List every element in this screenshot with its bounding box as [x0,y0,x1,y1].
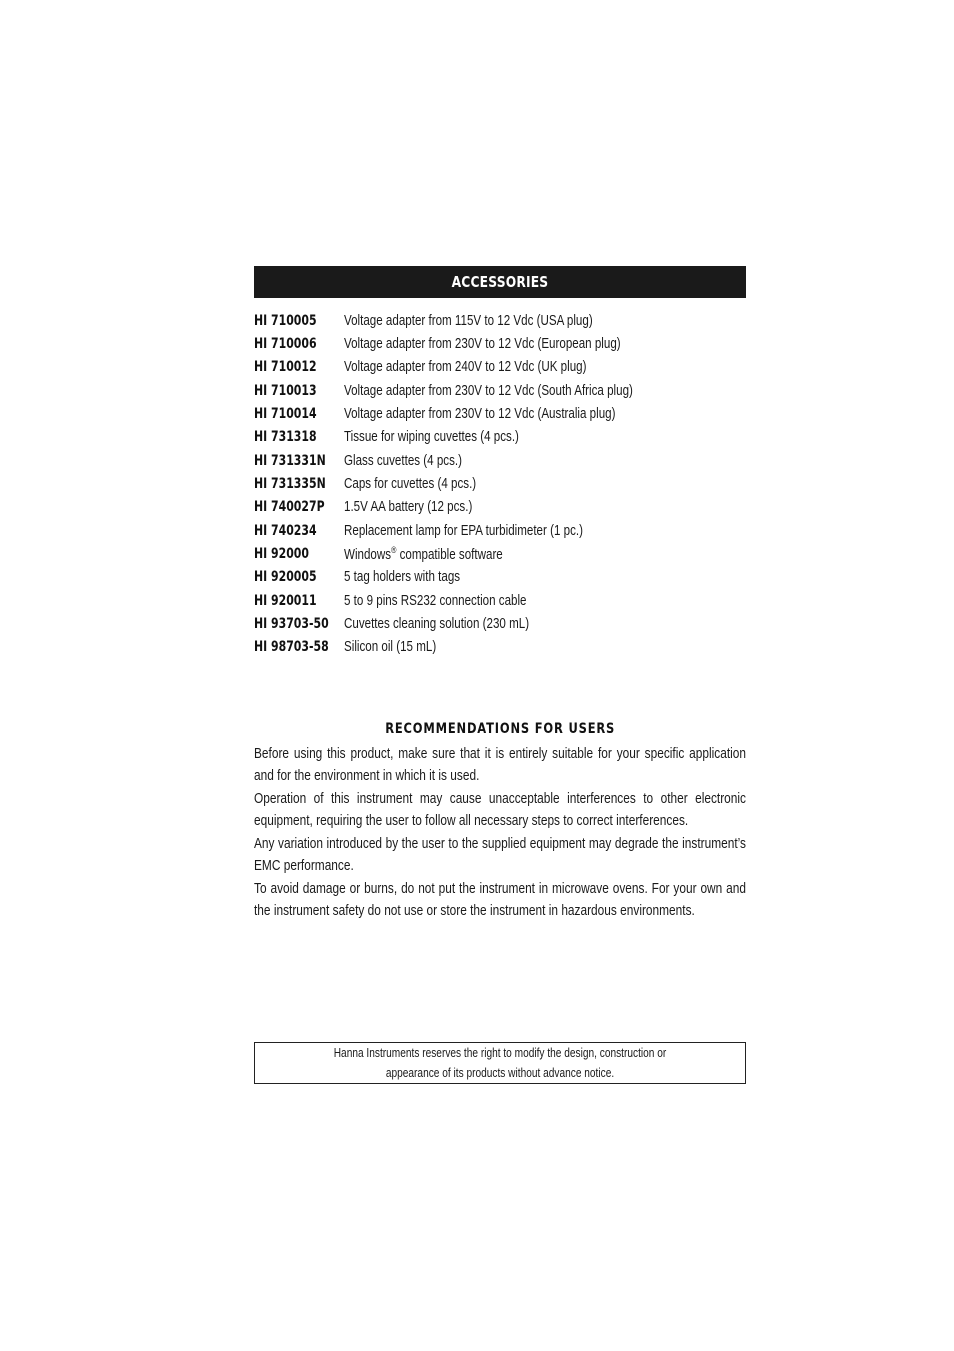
registered-mark: ® [391,545,397,556]
item-code: HI 710006 [254,336,317,353]
list-item [254,449,754,472]
item-description: Glass cuvettes (4 pcs.) [344,452,462,469]
item-code: HI 98703-58 [254,639,329,656]
item-description: Silicon oil (15 mL) [344,639,437,656]
accessories-header [254,266,746,298]
list-item [254,612,754,635]
list-item [254,309,754,332]
list-item [254,356,754,379]
item-code: HI 731335N [254,476,326,493]
item-description: Tissue for wiping cuvettes (4 pcs.) [344,429,519,446]
recommendations-body [254,743,746,923]
item-description: Cuvettes cleaning solution (230 mL) [344,616,530,633]
list-item [254,542,754,565]
item-code: HI 93703-50 [254,616,329,633]
item-description: Voltage adapter from 230V to 12 Vdc (South Africa plug) [344,382,633,399]
list-item [254,566,754,589]
recommendation-paragraph: Operation of this instrument may cause unacceptable interferences to other electronic equipment, requiring the user to follow all necessary steps to correct interferences. [254,791,746,829]
list-item [254,426,754,449]
recommendation-paragraph: Any variation introduced by the user to the supplied equipment may degrade the instrument’s EMC performance. [254,836,746,874]
item-code: HI 731331N [254,452,326,469]
list-item [254,496,754,519]
item-code: HI 92000 [254,546,310,563]
item-code: HI 710012 [254,359,317,376]
item-description-rest: compatible software [396,547,503,564]
item-description: Voltage adapter from 230V to 12 Vdc (European plug) [344,336,621,353]
list-item [254,332,754,355]
notice-text: Hanna Instruments reserves the right to modify the design, construction or appearance of its products without advance notice. [333,1045,667,1080]
item-description: 5 tag holders with tags [344,569,461,586]
item-description: Replacement lamp for EPA turbidimeter (1 pc.) [344,522,583,539]
notice-box [254,1042,746,1084]
recommendations-heading [254,721,746,737]
item-code: HI 920005 [254,569,317,586]
recommendations-title: RECOMMENDATIONS FOR USERS [385,721,615,737]
list-item [254,402,754,425]
item-description: Caps for cuvettes (4 pcs.) [344,476,477,493]
item-code: HI 740027P [254,499,325,516]
item-description: Voltage adapter from 115V to 12 Vdc (USA plug) [344,312,593,329]
list-item [254,636,754,659]
item-description: Voltage adapter from 230V to 12 Vdc (Australia plug) [344,406,616,423]
item-description-main: Windows [344,547,392,564]
recommendation-paragraph: To avoid damage or burns, do not put the instrument in microwave ovens. For your own and the instrument safety do not use or store the instrument in hazardous environments. [254,881,746,919]
item-code: HI 710013 [254,382,317,399]
accessories-title: ACCESSORIES [451,273,549,291]
item-description: 5 to 9 pins RS232 connection cable [344,592,527,609]
list-item [254,589,754,612]
list-item [254,519,754,542]
item-description: 1.5V AA battery (12 pcs.) [344,499,473,516]
item-code: HI 740234 [254,522,317,539]
item-description [344,545,503,563]
item-code: HI 731318 [254,429,317,446]
list-item [254,472,754,495]
list-item [254,379,754,402]
item-code: HI 710005 [254,312,317,329]
item-description: Voltage adapter from 240V to 12 Vdc (UK plug) [344,359,587,376]
item-code: HI 920011 [254,592,317,609]
recommendation-paragraph: Before using this product, make sure that it is entirely suitable for your specific application and for the environment in which it is used. [254,746,746,784]
item-code: HI 710014 [254,406,317,423]
accessories-list [254,309,754,659]
